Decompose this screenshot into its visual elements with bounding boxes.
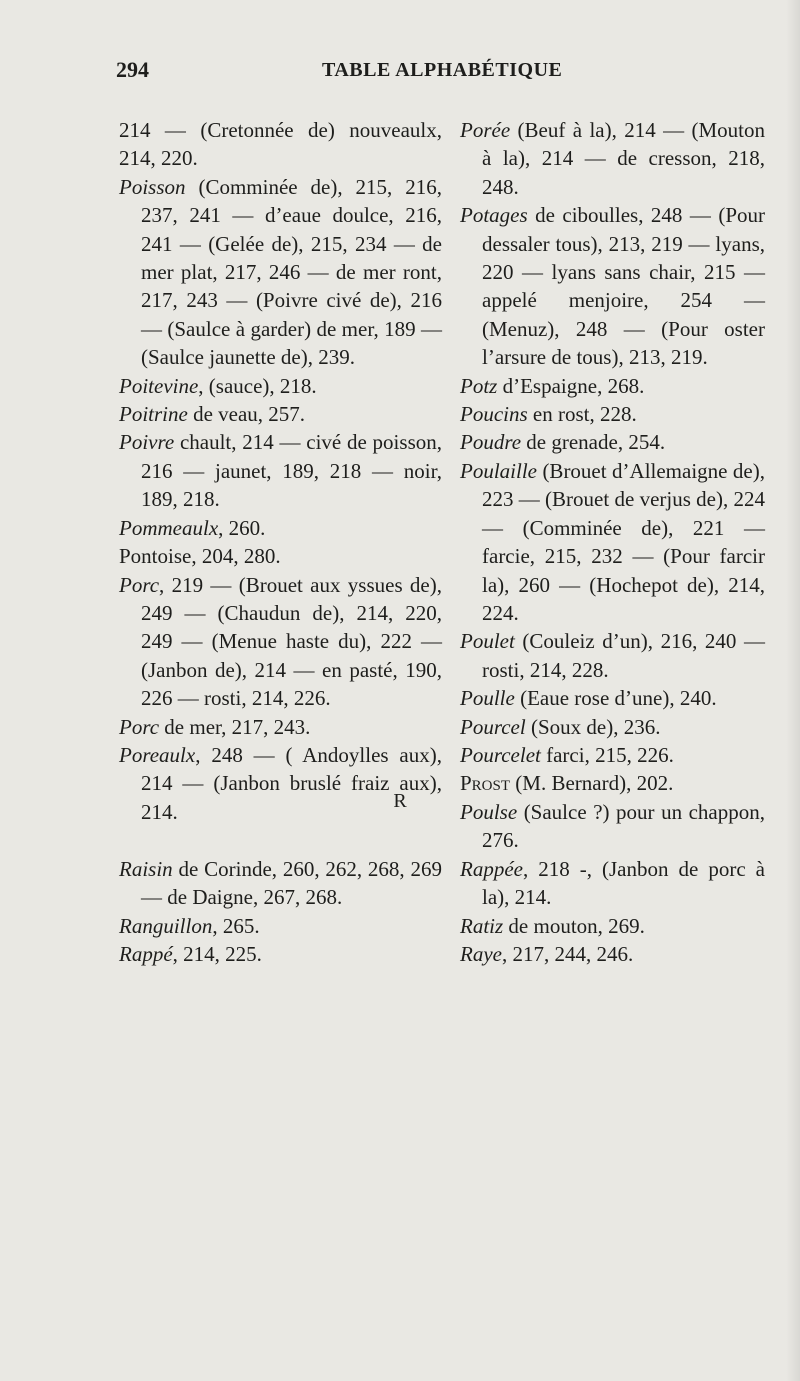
- index-entry: [460, 713, 765, 741]
- index-entry: [119, 116, 442, 173]
- index-column-right: [460, 116, 765, 855]
- entry-headword: Potz: [460, 373, 498, 398]
- entry-headword: Rappée: [460, 857, 523, 881]
- index-entry: [119, 428, 442, 513]
- index-entry: [119, 713, 442, 741]
- entry-text: , 218 -, (Janbon de porc à la), 214.: [482, 857, 765, 910]
- entry-text: (Couleiz d’un), 216, 240 — rosti, 214, 228.: [482, 629, 765, 682]
- index-entry: [119, 741, 442, 826]
- entry-headword: Raye: [460, 942, 502, 967]
- entry-text: , 214, 225.: [172, 942, 262, 967]
- index-entry: [119, 571, 442, 713]
- entry-text: (M. Bernard), 202.: [510, 771, 674, 796]
- entry-text: de ciboulles, 248 — (Pour dessaler tous), 213, 219 — lyans, 220 — lyans sans chair, 215 — appelé menjoire, 254 — (Menuz), 248 — (Pour oster l’arsure de tous), 213, 219.: [482, 203, 765, 370]
- entry-text: (Eaue rose d’une), 240.: [514, 686, 717, 711]
- index-entry: [460, 428, 765, 456]
- index-entry: [119, 372, 442, 400]
- entry-text: de mouton, 269.: [503, 913, 645, 938]
- entry-text: Pontoise, 204, 280.: [119, 544, 281, 569]
- entry-headword: Prost: [460, 771, 511, 796]
- entry-headword: Poulle: [460, 686, 515, 711]
- page-number: 294: [116, 57, 149, 82]
- entry-text: (Beuf à la), 214 — (Mouton à la), 214 — de cresson, 218, 248.: [482, 118, 765, 199]
- page-header: [116, 57, 756, 91]
- index-entry: [119, 912, 442, 940]
- entry-text: d’Espaigne, 268.: [497, 373, 645, 398]
- entry-text: (Saulce ?) pour un chappon, 276.: [482, 799, 765, 853]
- running-title: TABLE ALPHABÉTIQUE: [322, 59, 563, 81]
- index-entry: [460, 912, 765, 940]
- index-entry: [119, 855, 442, 912]
- index-entry: [460, 201, 765, 371]
- entry-headword: Porc: [119, 572, 160, 597]
- entry-headword: Porée: [460, 118, 511, 142]
- entry-headword: Porc: [119, 714, 160, 739]
- index-entry: [119, 940, 442, 968]
- entry-headword: Poisson: [119, 174, 186, 199]
- entry-text: , 265.: [212, 913, 260, 938]
- entry-text: de Corinde, 260, 262, 268, 269 — de Daigne, 267, 268.: [141, 857, 442, 910]
- entry-text: de mer, 217, 243.: [159, 714, 311, 739]
- entry-headword: Rappé: [119, 942, 173, 967]
- section-letter: R: [393, 790, 407, 812]
- entry-text: , (sauce), 218.: [198, 373, 317, 398]
- entry-headword: Poulse: [460, 799, 518, 824]
- index-column-r-right: [460, 855, 765, 969]
- entry-headword: Poudre: [460, 430, 522, 455]
- index-entry: [460, 741, 765, 769]
- entry-text: (Brouet d’Allemaigne de), 223 — (Brouet de verjus de), 224 — (Comminée de), 221 — farcie, 215, 232 — (Pour farcir la), 260 — (Hochepot de), 214, 224.: [482, 458, 765, 625]
- entry-headword: Poulaille: [460, 458, 537, 483]
- entry-headword: Pourcel: [460, 714, 526, 739]
- entry-headword: Raisin: [119, 857, 173, 881]
- entry-text: chault, 214 — civé de poisson, 216 — jaunet, 189, 218 — noir, 189, 218.: [141, 430, 442, 512]
- entry-text: , 219 — (Brouet aux yssues de), 249 — (Chaudun de), 214, 220, 249 — (Menue haste du), 222 — (Janbon de), 214 — en pasté, 190, 226 — rosti, 214, 226.: [141, 572, 442, 711]
- entry-text: (Comminée de), 215, 216, 237, 241 — d’eaue doulce, 216, 241 — (Gelée de), 215, 234 — de mer plat, 217, 246 — de mer ront, 217, 243 — (Poivre civé de), 216 — (Saulce à garder) de mer, 189 — (Saulce jaunette de), 239.: [141, 174, 442, 370]
- entry-text: farci, 215, 226.: [540, 742, 674, 767]
- entry-text: en rost, 228.: [527, 402, 637, 427]
- index-entry: [460, 372, 765, 400]
- index-entry: [119, 400, 442, 428]
- entry-headword: Pourcelet: [460, 742, 541, 767]
- index-column-left: [119, 116, 442, 826]
- index-entry: [460, 457, 765, 627]
- index-entry: [119, 542, 442, 570]
- index-entry: [119, 173, 442, 372]
- index-entry: [460, 400, 765, 428]
- index-entry: [460, 940, 765, 968]
- index-entry: [460, 684, 765, 712]
- index-entry: [460, 116, 765, 201]
- entry-headword: Potages: [460, 203, 528, 228]
- entry-text: , 260.: [218, 515, 266, 540]
- entry-text: (Soux de), 236.: [525, 714, 661, 739]
- index-column-r-left: [119, 855, 442, 969]
- entry-headword: Poucins: [460, 402, 528, 427]
- entry-headword: Poitrine: [119, 402, 188, 427]
- entry-headword: Poivre: [119, 430, 175, 455]
- index-entry: [460, 855, 765, 912]
- entry-headword: Pommeaulx: [119, 515, 219, 540]
- entry-headword: Ranguillon: [119, 913, 213, 938]
- entry-text: , 217, 244, 246.: [501, 942, 634, 967]
- entry-text: 214 — (Cretonnée de) nouveaulx, 214, 220.: [119, 118, 442, 171]
- entry-text: de veau, 257.: [187, 402, 306, 427]
- entry-headword: Poitevine: [119, 373, 199, 398]
- index-entry: [119, 514, 442, 542]
- index-entry: [460, 627, 765, 684]
- entry-text: , 248 — ( Andoylles aux), 214 — (Janbon bruslé fraiz aux), 214.: [141, 742, 442, 824]
- entry-headword: Poreaulx: [119, 742, 196, 767]
- entry-headword: Ratiz: [460, 913, 504, 938]
- entry-text: de grenade, 254.: [521, 430, 666, 455]
- entry-headword: Poulet: [460, 629, 515, 654]
